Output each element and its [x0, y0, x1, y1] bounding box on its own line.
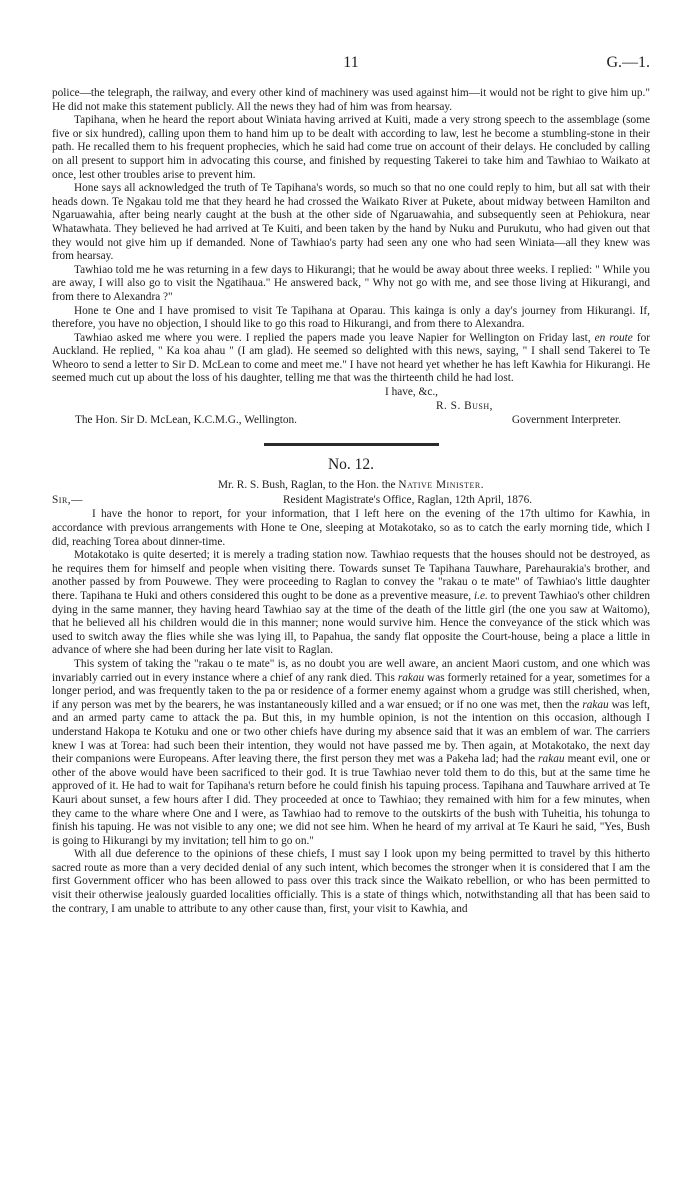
paragraph: With all due deference to the opinions of these chiefs, I must say I look upon my being permitted to travel by this hitherto sacred route as more than a very decided denial of any such intent, which becomes the stronger when it is considered that I am the first Government officer who has been allowed to pass over this track since the Waikato rebellion, or who has been permitted to visit their otherwise jealously guarded localities officially. This is a state of things which, notwithstanding all that has been said to the contrary, I am unable to attribute to any other cause than, first, your visit to Kawhia, and [52, 848, 650, 915]
document-number: No. 12. [327, 456, 375, 474]
letter-11-continuation [52, 87, 650, 429]
page-number: 11 [343, 54, 359, 71]
paragraph: Tawhiao told me he was returning in a few days to Hikurangi; that he would be away about three weeks. I replied: " While you are away, I will also go to visit the Ngatihaua." He answered back, " Why not go with me, and see those living at Hikurangi, and from there to Alexandra ?" [52, 263, 650, 303]
paragraph: This system of taking the "rakau o te mate" is, as no doubt you are well aware, an ancient Maori custom, and one which was invariably carried out in every instance where a chief of any rank died. This rakau was formerly retained for a year, sometimes for a longer period, and was frequently taken to the pa or residence of a former enemy against whom a grudge was still cherished, when, if any person was met by the bearers, he was instantaneously killed and a war ensued; or if no one was met, then the rakau was left, and an armed party came to attack the pa. But this, in my humble opinion, is not the intention on this occasion, although I understand Hakopa te Kotuku and one or two other chiefs have during my absence said that it was an emblem of war. The carriers knew I was at Torea: had such been their intention, they would not have passed me by. Then again, at Motakotako, the next day their companions were Europeans. After leaving there, the first person they met was a Pakeha lad; had the rakau meant evil, one or other of the above would have been sacrificed to their god. It is true Tawhiao never told them to do this, but at the same time he approved of it. He had to wait for Tapihana's return before he could finish his tapuing process. Tapihana and Tauwhare arrived at Te Kauri about sunset, a few hours after I did. They proceeded at once to Tawhiao; they remained with him for a few minutes, when they came to the whare where One and I were, as Tawhiao had to remove to the outskirts of the bush with Tuheitia, his tohunga to finish his tapuing. He was not visible to any one; we did not see him. When he heard of my arrival at Te Kauri he said, "Yes, Bush is going to Hikurangi by my invitation; tell him to go on." [52, 657, 650, 847]
paragraph: police—the telegraph, the railway, and every other kind of machinery was used against him—it would not be right to give him up." He did not make this statement publicly. All the news they had of him was from hearsay. [52, 87, 650, 113]
signature: R. S. Bush, [436, 399, 493, 412]
paragraph: Motakotako is quite deserted; it is merely a trading station now. Tawhiao requests that the houses should not be destroyed, as he requires them for himself and people when visiting there. Towards sunset Te Tapihana Tauwhare, Parehaurakia's brother, and another passed by from Pouwewe. They were proceeding to Raglan to convey the "rakau o te mate" of Tawhiao's little daughter there. Tapihana te Huki and others considered this ought to be done as a preventive measure, i.e. to prevent Tawhiao's other children dying in the same manner, they having heard Tawhiao say at the time of the death of the little girl (the one you saw at Waitomo), that he believed all his children would die in this manner; none would survive him. Hence the conveyance of the stick which was used to switch away the flies while she was lying ill, to Papahua, the sandy flat opposite the Court-house, being a place a little in advance of where she had been during her late visit to Raglan. [52, 549, 650, 657]
from-to-line [52, 479, 650, 493]
section-divider [264, 443, 439, 446]
recipient-office: Native Minister. [398, 478, 485, 491]
document-reference: G.—1. [606, 54, 650, 71]
letter-12 [52, 458, 650, 916]
paragraph: Tawhiao asked me where you were. I replied the papers made you leave Napier for Wellington on Friday last, en route for Auckland. He replied, " Ka koa ahau " (I am glad). He seemed so delighted with this news, saying, " I shall send Takerei to Te Wheoro to send a letter to Sir D. McLean to come and meet me." I have not heard yet whether he has left Kawhia for Hikurangi. He seemed much cut up about the loss of his daughter, telling me that was the thirteenth child he had lost. [52, 331, 650, 385]
page-header [52, 56, 650, 76]
salutation-row [52, 494, 650, 508]
from-line: Mr. R. S. Bush, Raglan, to the Hon. the [217, 478, 396, 491]
place-date: Resident Magistrate's Office, Raglan, 12th April, 1876. [283, 494, 533, 507]
paragraph: I have the honor to report, for your information, that I left here on the evening of the 17th ultimo for Kawhia, in accordance with previous arrangements with Hone te One, sleeping at Motakotako, so as to catch the early morning tide, which I did, reaching Torea about dinner-time. [52, 508, 650, 548]
paragraph: Hone says all acknowledged the truth of Te Tapihana's words, so much so that no one could reply to him, but all sat with their heads down. Te Ngakau told me that they heard he had crossed the Waikato River at Pukete, about midway between Hamilton and Ngaruawahia, after being nearly caught at the bush at the other side of Ngaruawahia, and subsequently seen at Pehiokura, near Whatawhata. They believed he had arrived at Te Kuiti, and been taken by the hand by Nuku and Purukutu, who had given out that they would not give him up if demanded. None of Tawhiao's party had seen any one who had seen Winiata—all they knew was from hearsay. [52, 182, 650, 263]
salutation: Sir,— [52, 494, 83, 507]
signer-title: Government Interpreter. [511, 414, 621, 427]
addressee: The Hon. Sir D. McLean, K.C.M.G., Wellington. [75, 414, 297, 427]
closing: I have, &c., [385, 386, 439, 399]
paragraph: Hone te One and I have promised to visit Te Tapihana at Oparau. This kainga is only a day's journey from Hikurangi. If, therefore, you have no objection, I should like to go this road to Hikurangi, and from there to Alexandra. [52, 304, 650, 331]
address-line [52, 414, 650, 429]
paragraph: Tapihana, when he heard the report about Winiata having arrived at Kuiti, made a very strong speech to the assemblage (some five or six hundred), calling upon them to hand him up to be dealt with according to law, lest he become a stumbling-stone in their path. He recalled them to his frequent prophecies, which he said had come true on account of their delays. He concluded by calling on all present to support him in advocating this course, and finished by requesting Takerei to take him and Tawhiao to Waikato at once, lest other troubles arise to prevent him. [52, 114, 650, 181]
